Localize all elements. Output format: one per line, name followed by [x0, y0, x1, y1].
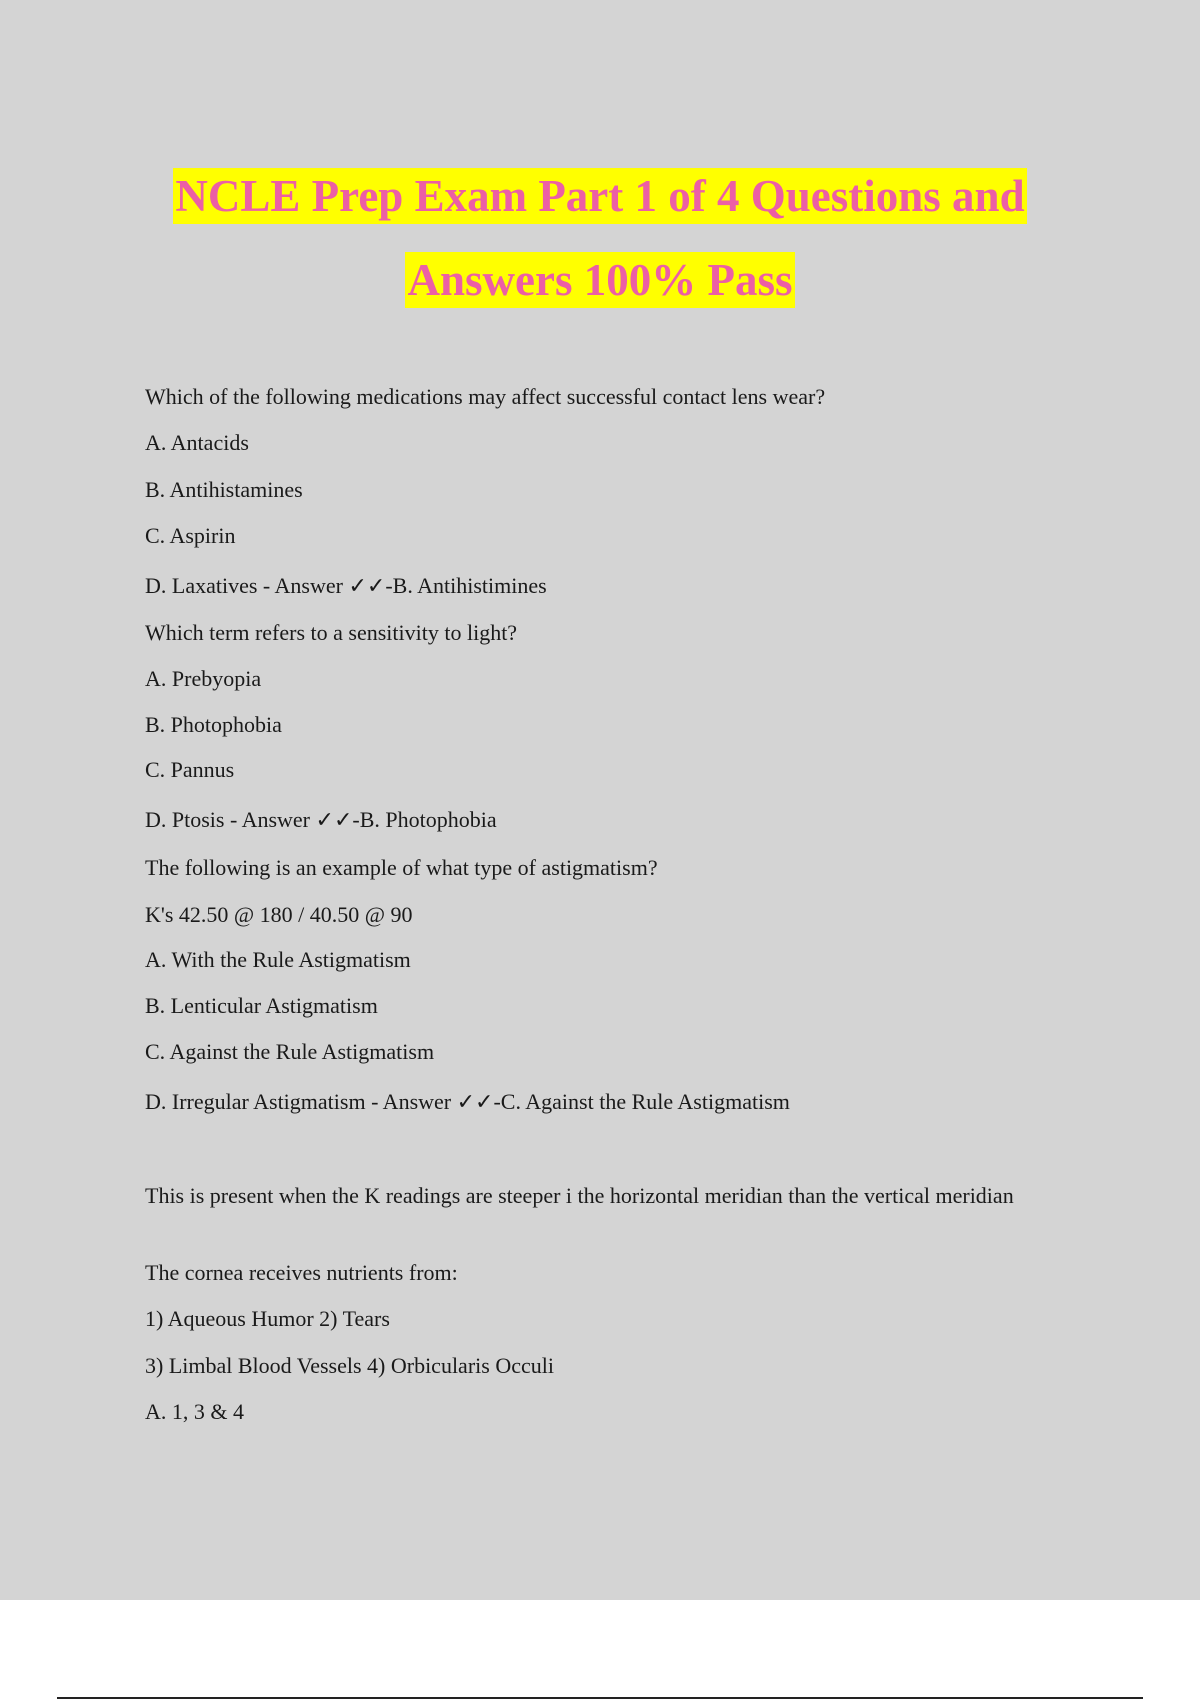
question-3-option-a: A. With the Rule Astigmatism [145, 947, 411, 972]
question-3-option-c: C. Against the Rule Astigmatism [145, 1039, 435, 1064]
question-3-explanation: This is present when the K readings are steeper i the horizontal meridian than the vertical meridian [145, 1183, 1014, 1208]
question-2-option-d-answer: D. Ptosis - Answer ✓✓-B. Photophobia [145, 807, 497, 832]
question-1-option-c: C. Aspirin [145, 523, 236, 548]
question-4: The cornea receives nutrients from: [145, 1260, 458, 1285]
document-title [0, 168, 1200, 308]
question-2-option-b: B. Photophobia [145, 712, 282, 737]
question-1-option-a: A. Antacids [145, 430, 249, 455]
question-2-option-c: C. Pannus [145, 757, 235, 782]
footer-rule [57, 1697, 1143, 1699]
question-4-option-a: A. 1, 3 & 4 [145, 1399, 244, 1424]
question-3-option-d-answer: D. Irregular Astigmatism - Answer ✓✓-C. Against the Rule Astigmatism [145, 1089, 790, 1114]
title-line-2: Answers 100% Pass [405, 252, 794, 308]
question-2-option-a: A. Prebyopia [145, 666, 262, 691]
question-1-option-d-answer: D. Laxatives - Answer ✓✓-B. Antihistimines [145, 573, 547, 598]
question-2: Which term refers to a sensitivity to light? [145, 620, 518, 645]
title-line-1: NCLE Prep Exam Part 1 of 4 Questions and [173, 168, 1026, 224]
question-4-items-1-2: 1) Aqueous Humor 2) Tears [145, 1306, 390, 1331]
question-3-k-readings: K's 42.50 @ 180 / 40.50 @ 90 [145, 902, 413, 927]
question-3: The following is an example of what type of astigmatism? [145, 855, 658, 880]
question-4-items-3-4: 3) Limbal Blood Vessels 4) Orbicularis Occuli [145, 1353, 554, 1378]
question-1: Which of the following medications may affect successful contact lens wear? [145, 384, 826, 409]
question-3-option-b: B. Lenticular Astigmatism [145, 993, 378, 1018]
question-1-option-b: B. Antihistamines [145, 477, 303, 502]
